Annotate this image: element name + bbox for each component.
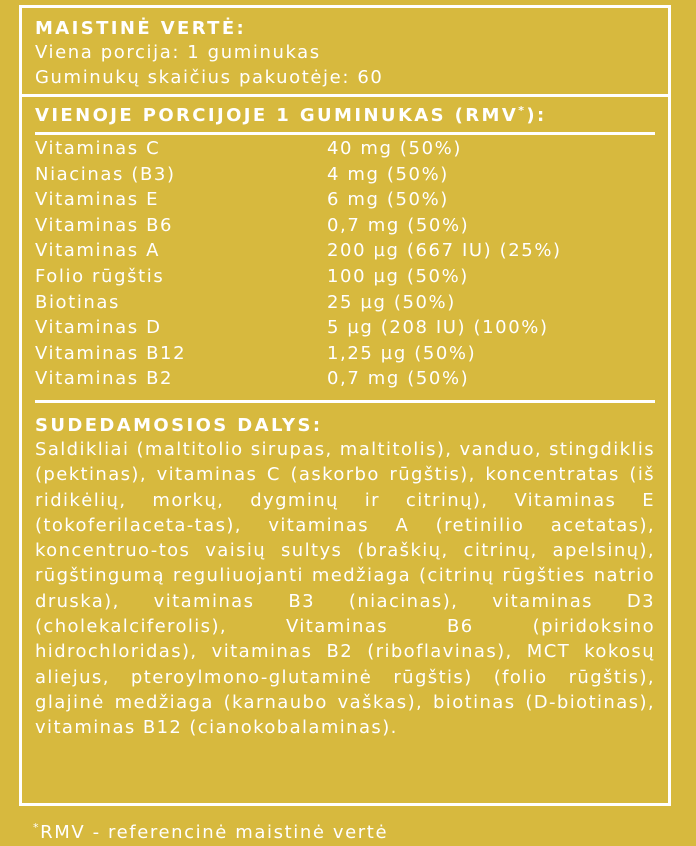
nutrient-row: [35, 341, 655, 367]
ingredients-title: SUDEDAMOSIOS DALYS:: [35, 414, 323, 436]
nutrient-name: Vitaminas C: [35, 138, 161, 159]
nutrient-amount: 4 mg (50%): [327, 163, 449, 185]
nutrient-row: [35, 264, 655, 290]
nutrient-amount: 100 µg (50%): [327, 265, 469, 287]
nutrient-row: [35, 213, 655, 239]
nutrient-row: [35, 366, 655, 392]
nutrient-name: Vitaminas E: [35, 189, 160, 211]
nutrient-row: [35, 162, 655, 188]
nutrition-label-panel: [19, 5, 671, 806]
ingredients-text: Saldikliai (maltitolio sirupas, maltitolis), vanduo, stingdiklis (pektinas), vitaminas C (askorbo rūgštis), koncentratas (iš ridikėlių, morkų, dygminų ir citrinų), Vitaminas E (tokoferilaceta-tas), vitaminas A (retinilio acetatas), koncentruo-tos vaisių sultys (braškių, citrinų, apelsinų), rūgštingumą reguliuojanti medžiaga (citrinų rūgšties natrio druska), vitaminas B3 (niacinas), vitaminas D3 (cholekalciferolis), Vitaminas B6 (piridoksino hidrochloridas), vitaminas B2 (riboflavinas), MCT kokosų aliejus, pteroylmono-glutaminė rūgštis) (folio rūgštis), glajinė medžiaga (karnaubo vaškas), biotinas (D-biotinas), vitaminas B12 (cianokobalaminas).: [35, 438, 656, 739]
nutrient-amount: 0,7 mg (50%): [327, 368, 470, 390]
nutrient-name: Vitaminas D: [35, 317, 162, 339]
nutrient-row: [35, 315, 655, 341]
nutrient-amount: 6 mg (50%): [327, 189, 449, 211]
nutrient-table: [35, 136, 655, 392]
nutrient-name: Vitaminas B6: [35, 214, 174, 236]
servings-per-package: Guminukų skaičius pakuotėje: 60: [35, 67, 384, 88]
nutrient-amount: 25 µg (50%): [327, 291, 456, 313]
nutrient-amount: 1,25 µg (50%): [327, 342, 477, 364]
nutrient-name: Folio rūgštis: [35, 265, 165, 287]
nutrient-amount: 0,7 mg (50%): [327, 214, 470, 236]
nutrient-name: Vitaminas B2: [35, 368, 174, 390]
nutrient-row: [35, 290, 655, 316]
nutrient-row: [35, 238, 655, 264]
nutrient-amount: 200 µg (667 IU) (25%): [327, 240, 562, 262]
per-serving-title: VIENOJE PORCIJOJE 1 GUMINUKAS (RMV*):: [35, 104, 547, 126]
nutrient-name: Niacinas (B3): [35, 163, 176, 185]
footnote: *RMV - referencinė maistinė vertė: [33, 821, 389, 843]
nutrient-row: [35, 187, 655, 213]
nutrient-row: [35, 136, 655, 162]
nutrient-amount: 5 µg (208 IU) (100%): [327, 317, 549, 339]
nutrient-name: Biotinas: [35, 291, 121, 313]
nutrient-amount: 40 mg (50%): [327, 138, 462, 159]
nutrient-name: Vitaminas A: [35, 240, 160, 262]
nutrient-name: Vitaminas B12: [35, 342, 187, 364]
serving-size: Viena porcija: 1 guminukas: [35, 42, 321, 63]
nutrition-facts-title: MAISTINĖ VERTĖ:: [35, 18, 247, 39]
